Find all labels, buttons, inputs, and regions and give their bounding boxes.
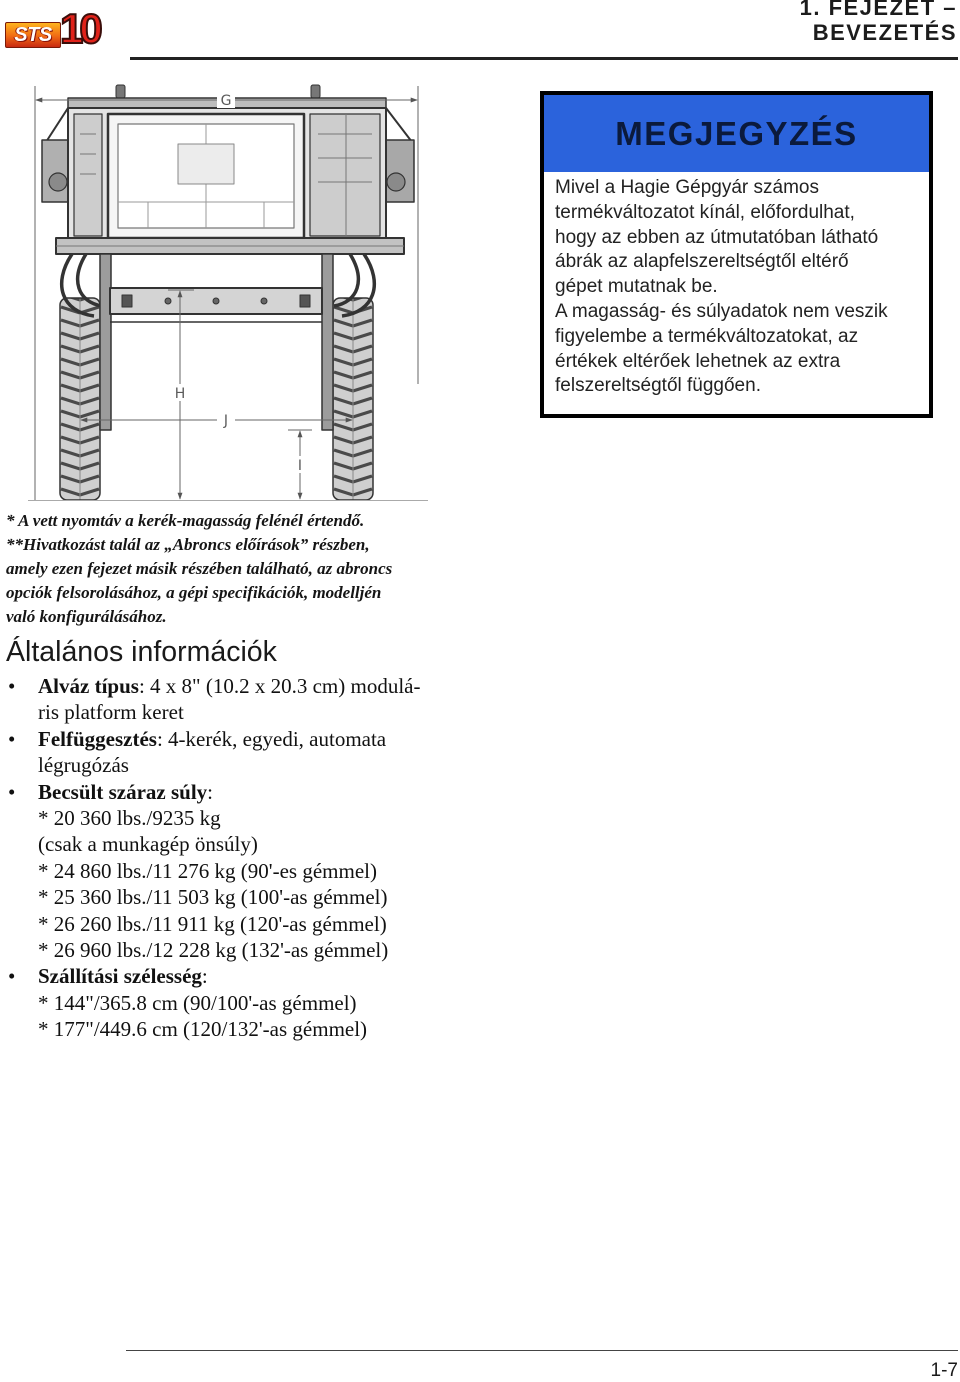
logo-10-text: 10 — [60, 5, 99, 52]
list-item-line — [0, 990, 520, 1016]
list-item-text: * 26 260 lbs./11 911 kg (120'-as gémmel) — [38, 911, 387, 936]
list-item-line — [0, 699, 520, 725]
footnote-tire-reference: való konfigurálásához. — [6, 607, 167, 626]
note-paragraph — [555, 300, 929, 399]
chapter-title: BEVEZETÉS — [812, 20, 957, 45]
dimension-label-i: I — [297, 458, 303, 474]
list-item-chassis — [0, 673, 520, 699]
dimension-label-g: G — [220, 93, 232, 109]
chapter-number: 1. FEJEZET – — [799, 0, 957, 20]
note-line: felszereltségtől függően. — [555, 375, 761, 397]
bullet: • — [8, 726, 16, 751]
note-box — [540, 91, 933, 418]
list-item-line — [0, 1016, 520, 1042]
list-item-text: * 26 960 lbs./12 228 kg (132'-as gémmel) — [38, 937, 389, 962]
drawing-footnotes — [6, 509, 392, 629]
machine-front-view-drawing — [28, 84, 428, 504]
list-item-text: : — [201, 964, 208, 989]
note-paragraph — [555, 176, 929, 300]
list-item-text: * 25 360 lbs./11 503 kg (100'-as gémmel) — [38, 885, 388, 910]
list-item-label: Szállítási szélesség — [38, 964, 202, 989]
list-item-text: légrugózás — [38, 753, 129, 778]
sts10-logo — [5, 5, 109, 52]
dimension-label-h: H — [174, 386, 186, 402]
note-line: Mivel a Hagie Gépgyár számos — [555, 177, 819, 198]
list-item-line — [0, 884, 520, 910]
note-line: gépet mutatnak be. — [555, 276, 718, 298]
list-item-text: * 144"/365.8 cm (90/100'-as gémmel) — [38, 990, 357, 1015]
right-tire — [333, 298, 373, 500]
list-item-label: Alváz típus — [38, 674, 139, 698]
left-tire — [60, 298, 100, 500]
list-item-text: : 4-kerék, egyedi, automata — [156, 726, 387, 751]
page-number: 1-7 — [930, 1360, 958, 1381]
list-item-text: * 20 360 lbs./9235 kg — [38, 805, 221, 830]
note-title: MEGJEGYZÉS — [544, 95, 929, 172]
bullet: • — [8, 779, 16, 804]
list-item-line — [0, 911, 520, 937]
logo-sts-text: STS — [5, 22, 61, 48]
chapter-header — [800, 0, 957, 45]
footer-divider — [126, 1350, 958, 1351]
footnote-track-width: * A vett nyomtáv a kerék-magasság felénél értendő. — [6, 511, 365, 530]
note-line: ábrák az alapfelszereltségtől eltérő — [555, 251, 849, 273]
dimension-label-j: J — [223, 413, 229, 429]
header-divider — [130, 57, 958, 60]
note-line: hogy az ebben az útmutatóban látható — [555, 226, 879, 248]
list-item-suspension — [0, 726, 520, 752]
list-item-line — [0, 831, 520, 857]
list-item-line — [0, 752, 520, 778]
list-item-line — [0, 805, 520, 831]
list-item-text: : — [207, 779, 213, 804]
section-heading: Általános információk — [6, 636, 277, 668]
list-item-text: (csak a munkagép önsúly) — [38, 832, 258, 857]
note-line: A magasság- és súlyadatok nem veszik — [555, 300, 888, 322]
bullet: • — [8, 964, 16, 989]
list-item-text: * 177"/449.6 cm (120/132'-as gémmel) — [38, 1017, 368, 1042]
list-item-line — [0, 858, 520, 884]
list-item-text: * 24 860 lbs./11 276 kg (90'-es gémmel) — [38, 858, 377, 883]
footnote-tire-reference: amely ezen fejezet másik részében található, az abroncs — [6, 559, 393, 578]
list-item-label: Becsült száraz súly — [38, 779, 208, 804]
note-line: termékváltozatot kínál, előfordulhat, — [555, 201, 855, 223]
note-line: figyelembe a termékváltozatokat, az — [555, 325, 859, 347]
list-item-transport-width — [0, 963, 520, 989]
note-line: értékek eltérőek lehetnek az extra — [555, 350, 841, 372]
list-item-text: : 4 x 8" (10.2 x 20.3 cm) modulá- — [138, 674, 421, 698]
footnote-tire-reference: opciók felsorolásához, a gépi specifikációk, modelljén — [6, 583, 382, 602]
list-item-label: Felfüggesztés — [38, 726, 157, 751]
general-info-list — [0, 673, 520, 1042]
footnote-tire-reference: **Hivatkozást talál az „Abroncs előírások” részben, — [6, 535, 370, 554]
list-item-text: ris platform keret — [38, 700, 184, 725]
list-item-line — [0, 937, 520, 963]
bullet: • — [8, 674, 16, 698]
list-item-dry-weight — [0, 779, 520, 805]
note-body — [544, 172, 929, 399]
